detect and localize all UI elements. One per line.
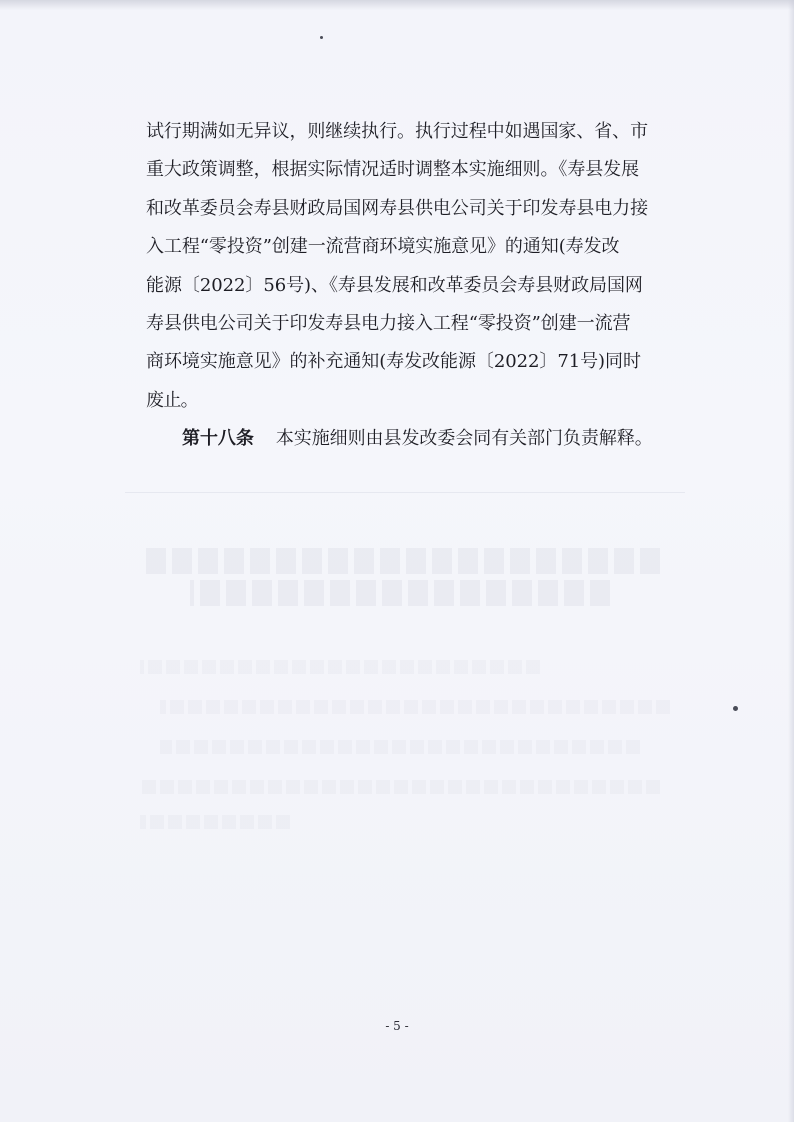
bleed-through-title-line <box>190 580 610 606</box>
body-line: 入工程“零投资”创建一流营商环境实施意见》的通知(寿发改 <box>146 236 620 258</box>
bleed-through-rule <box>125 492 685 493</box>
body-line: 废止。 <box>146 389 198 411</box>
scan-speck <box>733 706 738 711</box>
body-line: 重大政策调整，根据实际情况适时调整本实施细则。《寿县发展 <box>146 159 640 181</box>
article-18-paragraph <box>146 420 676 458</box>
body-line: 能源〔2022〕56号)、《寿县发展和改革委员会寿县财政局国网 <box>146 274 643 296</box>
body-line: 寿县供电公司关于印发寿县电力接入工程“零投资”创建一流营 <box>146 312 631 334</box>
page-number: - 5 - <box>385 1019 409 1033</box>
scan-edge-right <box>788 0 794 1122</box>
body-line: 试行期满如无异议，则继续执行。执行过程中如遇国家、省、市 <box>146 121 649 142</box>
body-line: 商环境实施意见》的补充通知(寿发改能源〔2022〕71号)同时 <box>146 351 641 373</box>
bleed-through-text-line <box>140 660 540 674</box>
bleed-through-text-line <box>140 780 660 794</box>
document-body <box>146 113 676 459</box>
bleed-through-text-line <box>140 815 290 829</box>
article-18-heading: 第十八条 <box>182 428 254 450</box>
bleed-through-text-line <box>160 700 670 714</box>
article-18-text: 本实施细则由县发改委会同有关部门负责解释。 <box>275 428 653 450</box>
body-line: 和改革委员会寿县财政局国网寿县供电公司关于印发寿县电力接 <box>146 197 649 219</box>
scan-edge-top <box>0 0 794 10</box>
bleed-through-text-line <box>160 740 640 754</box>
scan-speck <box>320 36 323 39</box>
bleed-through-title-line <box>140 548 660 574</box>
